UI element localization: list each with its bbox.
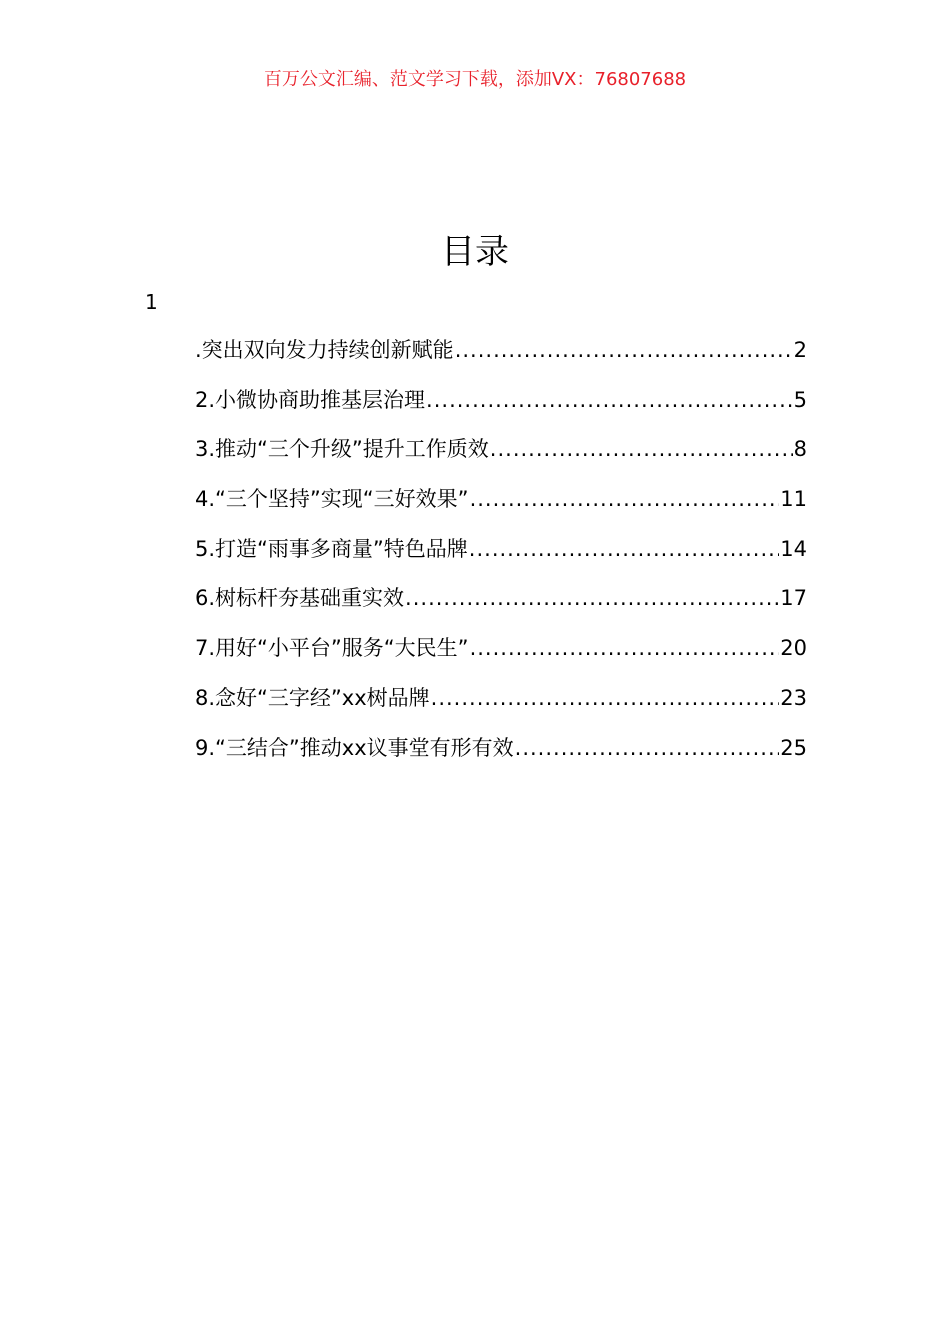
header-banner: 百万公文汇编、范文学习下载，添加VX：76807688 (263, 69, 687, 90)
toc-entry-page: 2 (793, 338, 807, 362)
toc-dot-leader (426, 382, 793, 418)
toc-entry-page: 17 (780, 586, 807, 611)
toc-dot-leader (405, 580, 779, 616)
toc-entry-label: 6.树标杆夯基础重实效 (195, 586, 405, 611)
toc-entry-label: 8.念好“三字经”xx树品牌 (195, 685, 430, 710)
toc-entry[interactable] (195, 680, 807, 730)
stray-number: 1 (145, 290, 158, 314)
toc-entry-page: 14 (780, 536, 807, 561)
toc-dot-leader (470, 630, 780, 666)
toc-entry[interactable] (195, 630, 807, 680)
toc-entry-label: 9.“三结合”推动xx议事堂有形有效 (195, 735, 514, 760)
toc-entry[interactable] (195, 332, 807, 382)
toc-entry[interactable] (195, 730, 807, 780)
toc-entry[interactable] (195, 531, 807, 581)
toc-entry-label: 5.打造“雨事多商量”特色品牌 (195, 536, 468, 561)
toc-dot-leader (515, 730, 780, 766)
toc-entry-label: .突出双向发力持续创新赋能 (195, 338, 454, 362)
toc-entry-page: 20 (780, 636, 807, 661)
table-of-contents (195, 332, 807, 779)
toc-entry-page: 5 (793, 387, 807, 412)
toc-entry-label: 3.推动“三个升级”提升工作质效 (195, 437, 489, 462)
toc-entry-page: 25 (780, 735, 807, 760)
toc-entry-page: 8 (793, 437, 807, 462)
toc-dot-leader (455, 332, 793, 368)
toc-entry-page: 23 (780, 685, 807, 710)
page-title: 目录 (441, 232, 509, 272)
toc-dot-leader (431, 680, 780, 716)
toc-entry-page: 11 (780, 487, 807, 512)
toc-dot-leader (469, 531, 779, 567)
toc-dot-leader (490, 431, 793, 467)
toc-entry[interactable] (195, 580, 807, 630)
toc-entry-label: 4.“三个坚持”实现“三好效果” (195, 487, 469, 512)
toc-entry-label: 2.小微协商助推基层治理 (195, 387, 426, 412)
toc-entry[interactable] (195, 382, 807, 432)
toc-entry-label: 7.用好“小平台”服务“大民生” (195, 636, 469, 661)
toc-entry[interactable] (195, 481, 807, 531)
toc-entry[interactable] (195, 431, 807, 481)
toc-dot-leader (470, 481, 780, 517)
